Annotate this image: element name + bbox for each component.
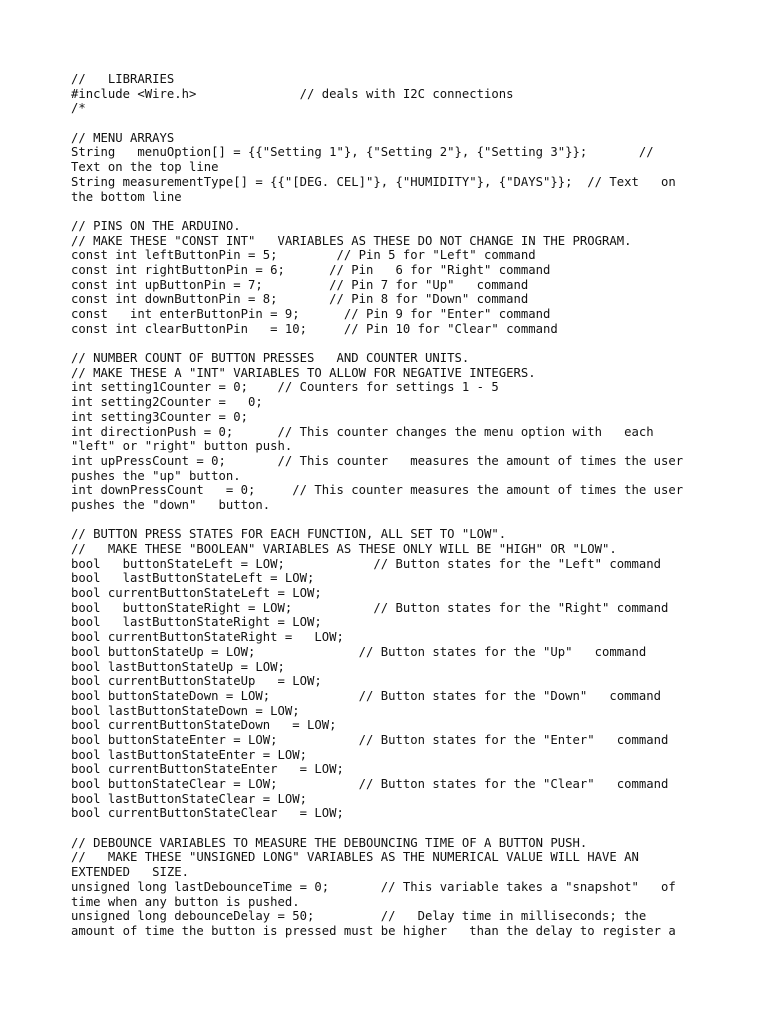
code-line: // MAKE THESE "UNSIGNED LONG" VARIABLES AS THE NUMERICAL VALUE WILL HAVE AN: [71, 850, 639, 865]
code-line: // MAKE THESE "CONST INT" VARIABLES AS THESE DO NOT CHANGE IN THE PROGRAM.: [71, 233, 632, 248]
code-line: Text on the top line: [71, 160, 219, 175]
code-document: [71, 72, 711, 939]
code-line: const int upButtonPin = 7; // Pin 7 for "Up" command: [71, 277, 529, 292]
code-line: "left" or "right" button push.: [71, 439, 293, 454]
code-line: const int downButtonPin = 8; // Pin 8 for "Down" command: [71, 292, 529, 307]
code-line: amount of time the button is pressed must be higher than the delay to register a: [71, 923, 676, 938]
code-line: bool currentButtonStateEnter = LOW;: [71, 762, 344, 777]
code-line: bool currentButtonStateUp = LOW;: [71, 674, 322, 689]
code-line: const int enterButtonPin = 9; // Pin 9 for "Enter" command: [71, 307, 551, 321]
code-line: bool lastButtonStateUp = LOW;: [71, 659, 285, 674]
code-line: [71, 204, 711, 219]
code-line: /*: [71, 101, 86, 116]
code-line: EXTENDED SIZE.: [71, 865, 190, 880]
code-line: unsigned long lastDebounceTime = 0; // This variable takes a "snapshot" of: [71, 879, 676, 894]
code-line: int setting2Counter = 0;: [71, 395, 263, 410]
code-line: // PINS ON THE ARDUINO.: [71, 218, 241, 233]
code-line: [71, 116, 711, 131]
code-line: #include <Wire.h> // deals with I2C connections: [71, 86, 514, 101]
code-line: // DEBOUNCE VARIABLES TO MEASURE THE DEBOUNCING TIME OF A BUTTON PUSH.: [71, 835, 588, 850]
code-line: bool buttonStateDown = LOW; // Button states for the "Down" command: [71, 688, 662, 703]
code-line: // NUMBER COUNT OF BUTTON PRESSES AND COUNTER UNITS.: [71, 351, 470, 366]
code-line: bool lastButtonStateEnter = LOW;: [71, 747, 308, 762]
code-line: bool lastButtonStateDown = LOW;: [71, 703, 300, 718]
code-line: // MAKE THESE "BOOLEAN" VARIABLES AS THESE ONLY WILL BE "HIGH" OR "LOW".: [71, 542, 617, 556]
code-line: int setting1Counter = 0; // Counters for settings 1 - 5: [71, 380, 499, 395]
code-line: [71, 336, 711, 351]
code-line: const int leftButtonPin = 5; // Pin 5 for "Left" command: [71, 248, 536, 263]
code-line: [71, 821, 711, 836]
code-line: bool currentButtonStateDown = LOW;: [71, 718, 337, 733]
code-line: String measurementType[] = {{"[DEG. CEL]"}, {"HUMIDITY"}, {"DAYS"}}; // Text on: [71, 174, 676, 189]
code-line: bool buttonStateRight = LOW; // Button states for the "Right" command: [71, 600, 669, 615]
code-line: String menuOption[] = {{"Setting 1"}, {"Setting 2"}, {"Setting 3"}}; //: [71, 145, 654, 160]
code-line: // LIBRARIES: [71, 72, 175, 86]
code-line: time when any button is pushed.: [71, 894, 300, 909]
code-line: bool currentButtonStateRight = LOW;: [71, 630, 344, 645]
code-line: bool currentButtonStateClear = LOW;: [71, 806, 344, 821]
code-line: the bottom line: [71, 189, 182, 204]
code-line: int upPressCount = 0; // This counter measures the amount of times the user: [71, 453, 684, 468]
code-line: const int rightButtonPin = 6; // Pin 6 for "Right" command: [71, 262, 551, 277]
code-line: int setting3Counter = 0;: [71, 409, 249, 424]
code-line: // MAKE THESE A "INT" VARIABLES TO ALLOW FOR NEGATIVE INTEGERS.: [71, 365, 536, 380]
code-line: bool lastButtonStateRight = LOW;: [71, 615, 322, 630]
code-line: bool buttonStateEnter = LOW; // Button states for the "Enter" command: [71, 732, 669, 747]
code-line: // MENU ARRAYS: [71, 130, 175, 145]
code-line: bool lastButtonStateClear = LOW;: [71, 791, 308, 806]
code-line: int downPressCount = 0; // This counter measures the amount of times the user: [71, 483, 684, 498]
code-line: pushes the "up" button.: [71, 468, 241, 483]
code-line: bool buttonStateClear = LOW; // Button states for the "Clear" command: [71, 777, 669, 791]
code-line: bool currentButtonStateLeft = LOW;: [71, 586, 322, 601]
code-line: bool buttonStateLeft = LOW; // Button states for the "Left" command: [71, 556, 662, 571]
code-line: int directionPush = 0; // This counter changes the menu option with each: [71, 424, 654, 439]
code-line: bool buttonStateUp = LOW; // Button states for the "Up" command: [71, 644, 647, 659]
code-line: unsigned long debounceDelay = 50; // Delay time in milliseconds; the: [71, 909, 647, 924]
code-line: [71, 513, 711, 528]
code-line: bool lastButtonStateLeft = LOW;: [71, 571, 315, 586]
code-line: pushes the "down" button.: [71, 497, 271, 512]
code-line: // BUTTON PRESS STATES FOR EACH FUNCTION, ALL SET TO "LOW".: [71, 527, 507, 542]
code-line: const int clearButtonPin = 10; // Pin 10 for "Clear" command: [71, 321, 558, 336]
